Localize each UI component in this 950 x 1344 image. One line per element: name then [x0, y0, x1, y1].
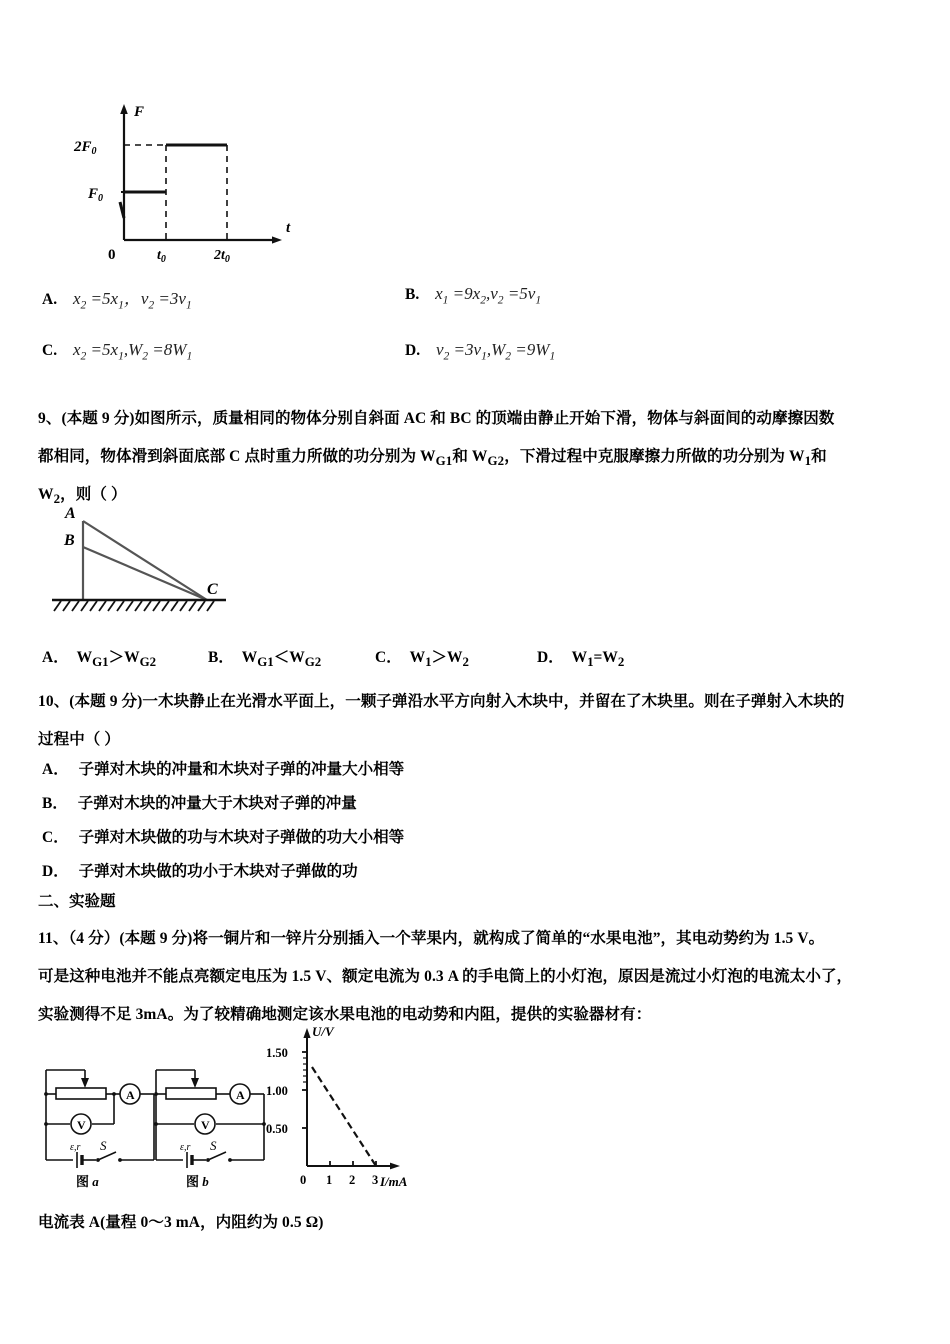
q9-line2: 都相同，物体滑到斜面底部 C 点时重力所做的功分别为 $W_{G1}$和 $W_{G2}$，下滑过程中克服摩擦力所做的功分别为 $W_1$和 — [38, 448, 827, 469]
q10-option-c-text: 子弹对木块做的功与木块对子弹做的功大小相等 — [78, 829, 405, 846]
ui-xtick-1: 1 — [326, 1173, 333, 1187]
incline-label-c: C — [207, 581, 218, 598]
force-time-graph-figure — [46, 92, 336, 262]
circuit-a-emf-label: ε,r — [70, 1142, 81, 1153]
ui-xtick-3: 3 — [372, 1173, 379, 1187]
circuit-a-switch-label: S — [100, 1138, 107, 1153]
q11-line1: 11、（4 分）(本题 9 分)将一铜片和一锌片分别插入一个苹果内，就构成了简单的“水果电池”，其电动势约为 1.5 V。 — [38, 930, 825, 947]
ft-x-axis-label: t — [286, 220, 291, 236]
q10-option-b-letter: B． — [42, 795, 68, 812]
q10-line2: 过程中（ ） — [38, 731, 120, 748]
incline-label-a: A — [65, 505, 76, 522]
q8-option-b-letter: B. — [405, 286, 420, 303]
section-2-heading: 二、实验题 — [38, 893, 116, 910]
q10-option-c[interactable] — [42, 825, 404, 847]
q10-option-d-text: 子弹对木块做的功小于木块对子弹做的功 — [78, 863, 358, 880]
ui-xtick-2: 2 — [349, 1173, 356, 1187]
q8-option-d-letter: D. — [405, 342, 421, 359]
q8-option-a-expr: $x_2 =5x_1$，$v_2 =3v_1$ — [72, 289, 192, 312]
q10-option-b-text: 子弹对木块的冲量大于木块对子弹的冲量 — [77, 795, 357, 812]
q9-option-c[interactable] — [375, 645, 469, 670]
q8-option-c-letter: C. — [42, 342, 58, 359]
ui-ytick-150: 1.50 — [266, 1046, 288, 1060]
force-time-graph-svg — [46, 92, 336, 262]
circuit-b-emf-label: ε,r — [180, 1142, 191, 1153]
q10-option-a-text: 子弹对木块的冲量和木块对子弹的冲量大小相等 — [78, 761, 405, 778]
q8-option-d[interactable] — [405, 340, 555, 362]
q8-option-a[interactable] — [42, 284, 192, 311]
ui-x-axis-label: I/mA — [380, 1174, 408, 1189]
circuit-a-caption: 图 a — [76, 1174, 99, 1189]
ui-ytick-100: 1.00 — [266, 1084, 288, 1098]
ft-xtick-t0: $t_0$ — [157, 248, 166, 262]
q9-option-b[interactable] — [208, 645, 321, 670]
q8-option-c-expr: $x_2 =5x_1,W_2 =8W_1$ — [72, 340, 193, 363]
ft-y-axis-label: F — [134, 104, 145, 120]
q9-option-a[interactable] — [42, 645, 156, 670]
incline-diagram-svg — [44, 500, 294, 620]
circuit-diagram-a — [40, 1062, 162, 1190]
q9-option-d-letter: D． — [537, 649, 564, 666]
q9-option-c-expr: $W_1>W_2$ — [409, 649, 469, 670]
q8-option-c[interactable] — [42, 340, 192, 362]
q11-equipment-line: 电流表 A(量程 0～3 mA，内阻约为 0.5 Ω) — [38, 1214, 324, 1231]
circuit-b-voltmeter-label: V — [201, 1118, 210, 1132]
q8-option-a-letter: A. — [42, 291, 58, 308]
circuit-b-switch-label: S — [210, 1138, 217, 1153]
ui-origin-label: 0 — [300, 1173, 307, 1187]
incline-label-b: B — [64, 532, 75, 549]
circuit-a-ammeter-label: A — [126, 1088, 135, 1102]
ft-ytick-2f0: $2F_0$ — [74, 139, 97, 157]
q9-option-b-expr: $W_{G1}<W_{G2}$ — [241, 649, 322, 670]
q9-line1: 9、(本题 9 分)如图所示，质量相同的物体分别自斜面 AC 和 BC 的顶端由静止开始下滑，物体与斜面间的动摩擦因数 — [38, 410, 835, 427]
circuit-b-ammeter-label: A — [236, 1088, 245, 1102]
q10-option-a[interactable] — [42, 757, 404, 779]
ui-y-axis-label: U/V — [312, 1024, 334, 1039]
q10-option-d-letter: D． — [42, 863, 69, 880]
u-i-graph-svg — [252, 1018, 432, 1196]
ft-ytick-f0: $F_0$ — [88, 186, 104, 204]
q9-option-a-expr: $W_{G1}>W_{G2}$ — [76, 649, 157, 670]
q10-option-d[interactable] — [42, 859, 358, 881]
q8-option-d-expr: $v_2 =3v_1,W_2 =9W_1$ — [435, 340, 556, 363]
q9-option-c-letter: C． — [375, 649, 402, 666]
q11-line3: 实验测得不足 3mA。为了较精确地测定该水果电池的电动势和内阻，提供的实验器材有： — [38, 1006, 652, 1023]
u-i-graph-figure — [252, 1018, 432, 1196]
circuit-b-caption: 图 b — [186, 1174, 209, 1189]
q9-option-b-letter: B． — [208, 649, 234, 666]
q10-option-b[interactable] — [42, 791, 357, 813]
q9-line3: $W_2$，则（ ） — [38, 486, 127, 507]
q10-option-c-letter: C． — [42, 829, 69, 846]
circuit-a-svg — [40, 1062, 162, 1190]
q11-line2: 可是这种电池并不能点亮额定电压为 1.5 V、额定电流为 0.3 A 的手电筒上的小灯泡，原因是流过小灯泡的电流太小了， — [38, 968, 853, 985]
q9-option-d[interactable] — [537, 645, 624, 670]
q10-option-a-letter: A． — [42, 761, 69, 778]
q8-option-b[interactable] — [405, 284, 541, 306]
q9-option-a-letter: A． — [42, 649, 69, 666]
q10-line1: 10、(本题 9 分)一木块静止在光滑水平面上，一颗子弹沿水平方向射入木块中，并留在了木块里。则在子弹射入木块的 — [38, 693, 845, 710]
ft-origin-label: 0 — [108, 247, 116, 262]
q9-option-d-expr: $W_1=W_2$ — [571, 649, 625, 670]
circuit-a-voltmeter-label: V — [77, 1118, 86, 1132]
ui-ytick-050: 0.50 — [266, 1122, 288, 1136]
q8-option-b-expr: $x_1 =9x_2,v_2 =5v_1$ — [435, 284, 542, 307]
incline-diagram-figure — [44, 500, 294, 620]
ft-xtick-2t0: $2t_0$ — [214, 248, 230, 262]
